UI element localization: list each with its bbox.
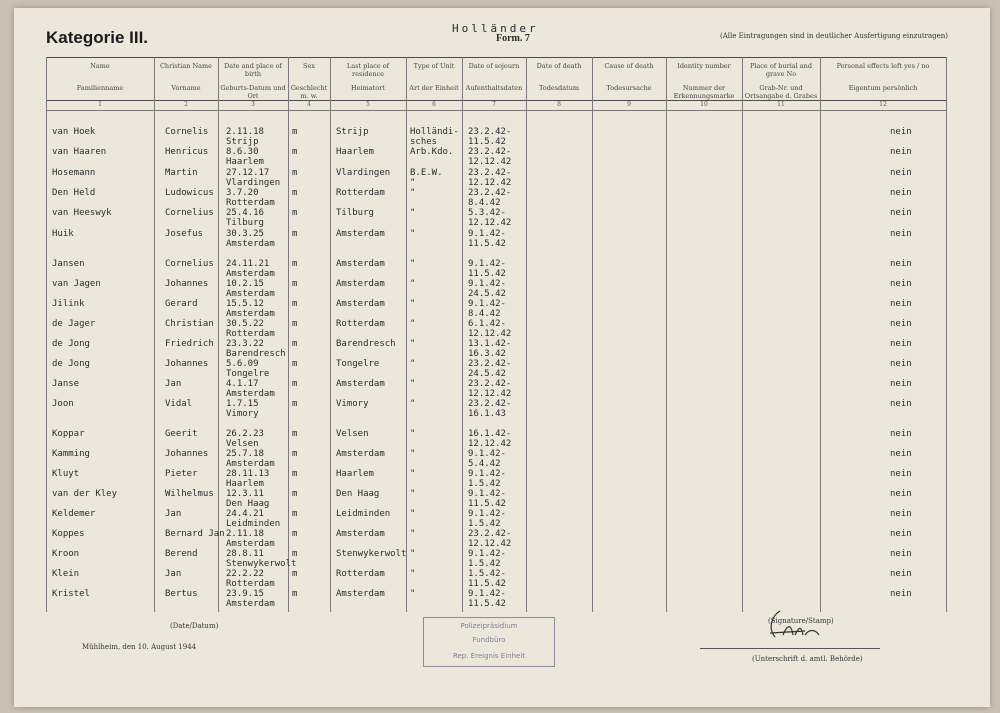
row-0-first-name: Cornelis [165,127,209,137]
row-14-sojourn-end: 12.12.42 [468,439,512,449]
column-rule-7 [526,57,527,612]
row-12-birth-place: Amsterdam [226,389,275,399]
row-5-residence: Amsterdam [336,229,385,239]
row-10-first-name: Friedrich [165,339,214,349]
row-12-sojourn-start: 23.2.42- [468,379,512,389]
signature-caption: (Unterschrift d. amtl. Behörde) [752,655,863,663]
row-17-sojourn-start: 9.1.42- [468,489,506,499]
row-20-unit: " [410,549,416,559]
row-5-sojourn-start: 9.1.42- [468,229,506,239]
row-18-birth-place: Leidminden [226,519,281,529]
column-number-6: 6 [432,101,436,108]
row-21-effects: nein [890,569,912,579]
column-header-en-2: Christian Name [159,62,213,70]
row-5-first-name: Josefus [165,229,203,239]
column-number-10: 10 [700,101,708,108]
row-8-surname: Jilink [52,299,85,309]
column-header-en-3: Date and place of birth [224,62,282,78]
row-9-birth-place: Rotterdam [226,329,275,339]
row-7-effects: nein [890,279,912,289]
row-4-first-name: Cornelius [165,208,214,218]
signature-rule [700,648,880,649]
row-4-surname: van Heeswyk [52,208,112,218]
column-header-de-11: Grab-Nr. und Ortsangabe d. Grabes [744,84,818,100]
row-14-birth-place: Velsen [226,439,259,449]
column-rule-10 [742,57,743,612]
row-6-sojourn-end: 11.5.42 [468,269,506,279]
row-22-effects: nein [890,589,912,599]
row-18-first-name: Jan [165,509,182,519]
column-number-2: 2 [184,101,188,108]
row-22-sojourn-end: 11.5.42 [468,599,506,609]
nationality-heading: Holländer [452,22,539,35]
row-10-effects: nein [890,339,912,349]
column-header-de-4: Geschlecht m. w. [290,84,328,100]
row-1-sex: m [292,147,298,157]
row-21-surname: Klein [52,569,80,579]
row-11-effects: nein [890,359,912,369]
row-3-effects: nein [890,188,912,198]
row-1-sojourn-end: 12.12.42 [468,157,512,167]
row-4-effects: nein [890,208,912,218]
row-5-sex: m [292,229,298,239]
row-1-birth-date: 8.6.30 [226,147,259,157]
row-21-birth-date: 22.2.22 [226,569,264,579]
row-13-sojourn-start: 23.2.42- [468,399,512,409]
row-21-birth-place: Rotterdam [226,579,275,589]
row-19-sojourn-end: 12.12.42 [468,539,512,549]
row-15-birth-place: Amsterdam [226,459,275,469]
column-number-12: 12 [879,101,887,108]
row-22-unit: " [410,589,416,599]
row-6-birth-date: 24.11.21 [226,259,270,269]
row-11-sojourn-start: 23.2.42- [468,359,512,369]
column-header-en-8: Date of death [536,62,582,70]
row-8-sex: m [292,299,298,309]
row-3-sex: m [292,188,298,198]
row-19-first-name: Bernard Jan [165,529,225,539]
row-20-sojourn-start: 9.1.42- [468,549,506,559]
row-8-first-name: Gerard [165,299,198,309]
row-7-surname: van Jagen [52,279,101,289]
row-1-unit: Arb.Kdo. [410,147,454,157]
row-16-sex: m [292,469,298,479]
row-10-birth-place: Barendresch [226,349,286,359]
row-20-birth-date: 28.8.11 [226,549,264,559]
row-0-sojourn-end: 11.5.42 [468,137,506,147]
row-8-residence: Amsterdam [336,299,385,309]
row-16-sojourn-end: 1.5.42 [468,479,501,489]
row-7-birth-place: Amsterdam [226,289,275,299]
column-header-de-5: Heimatort [351,84,385,92]
row-13-sojourn-end: 16.1.43 [468,409,506,419]
row-20-surname: Kroon [52,549,80,559]
row-17-residence: Den Haag [336,489,380,499]
row-9-sojourn-start: 6.1.42- [468,319,506,329]
column-rule-6 [462,57,463,612]
row-15-effects: nein [890,449,912,459]
row-6-surname: Jansen [52,259,85,269]
row-11-birth-place: Tongelre [226,369,270,379]
column-number-1: 1 [98,101,102,108]
column-number-8: 8 [557,101,561,108]
row-19-surname: Koppes [52,529,85,539]
row-0-unit-2: sches [410,137,438,147]
row-16-unit: " [410,469,416,479]
column-header-de-8: Todesdatum [538,84,580,92]
column-rule-1 [154,57,155,612]
row-15-residence: Amsterdam [336,449,385,459]
row-6-first-name: Cornelius [165,259,214,269]
row-21-unit: " [410,569,416,579]
column-number-7: 7 [492,101,496,108]
row-11-first-name: Johannes [165,359,209,369]
row-17-unit: " [410,489,416,499]
row-18-sojourn-end: 1.5.42 [468,519,501,529]
row-19-birth-date: 2.11.18 [226,529,264,539]
row-15-sex: m [292,449,298,459]
row-13-sex: m [292,399,298,409]
row-15-unit: " [410,449,416,459]
row-11-sex: m [292,359,298,369]
date-label: (Date/Datum) [170,622,219,630]
row-5-effects: nein [890,229,912,239]
row-12-unit: " [410,379,416,389]
row-7-residence: Amsterdam [336,279,385,289]
row-1-sojourn-start: 23.2.42- [468,147,512,157]
row-5-surname: Huik [52,229,74,239]
column-header-de-12: Eigentum persönlich [848,84,918,92]
row-18-sex: m [292,509,298,519]
row-13-residence: Vimory [336,399,369,409]
row-20-effects: nein [890,549,912,559]
row-17-first-name: Wilhelmus [165,489,214,499]
row-5-birth-place: Amsterdam [226,239,275,249]
row-4-unit: " [410,208,416,218]
column-header-en-9: Cause of death [604,62,654,70]
row-10-sojourn-end: 16.3.42 [468,349,506,359]
row-19-unit: " [410,529,416,539]
row-9-surname: de Jager [52,319,96,329]
column-rule-9 [666,57,667,612]
row-17-birth-place: Den Haag [226,499,270,509]
row-15-birth-date: 25.7.18 [226,449,264,459]
row-18-effects: nein [890,509,912,519]
row-2-birth-place: Vlardingen [226,178,281,188]
row-9-effects: nein [890,319,912,329]
row-20-sex: m [292,549,298,559]
row-20-residence: Stenwykerwolt [336,549,407,559]
row-20-first-name: Berend [165,549,198,559]
row-11-residence: Tongelre [336,359,380,369]
row-0-birth-date: 2.11.18 [226,127,264,137]
row-6-birth-place: Amsterdam [226,269,275,279]
row-0-surname: van Hoek [52,127,96,137]
column-header-en-7: Date of sojourn [468,62,520,70]
column-header-de-1: Familienname [76,84,124,92]
row-1-first-name: Henricus [165,147,209,157]
row-3-surname: Den Held [52,188,96,198]
row-18-residence: Leidminden [336,509,391,519]
row-16-first-name: Pieter [165,469,198,479]
row-7-first-name: Johannes [165,279,209,289]
row-4-residence: Tilburg [336,208,374,218]
row-9-birth-date: 30.5.22 [226,319,264,329]
row-16-residence: Haarlem [336,469,374,479]
row-17-surname: van der Kley [52,489,118,499]
row-13-surname: Joon [52,399,74,409]
row-22-birth-date: 23.9.15 [226,589,264,599]
row-6-sojourn-start: 9.1.42- [468,259,506,269]
row-8-unit: " [410,299,416,309]
row-17-birth-date: 12.3.11 [226,489,264,499]
row-13-birth-date: 1.7.15 [226,399,259,409]
row-14-sojourn-start: 16.1.42- [468,429,512,439]
row-10-surname: de Jong [52,339,90,349]
row-11-birth-date: 5.6.09 [226,359,259,369]
row-9-sex: m [292,319,298,329]
row-3-sojourn-start: 23.2.42- [468,188,512,198]
row-15-surname: Kamming [52,449,90,459]
column-number-5: 5 [366,101,370,108]
row-15-sojourn-end: 5.4.42 [468,459,501,469]
table-top-rule [46,57,946,58]
column-header-de-7: Aufenthaltsdaten [465,84,523,92]
row-13-first-name: Vidal [165,399,193,409]
row-21-sojourn-start: 1.5.42- [468,569,506,579]
row-6-residence: Amsterdam [336,259,385,269]
row-18-birth-date: 24.4.21 [226,509,264,519]
column-header-de-6: Art der Einheit [409,84,459,92]
row-0-effects: nein [890,127,912,137]
row-14-unit: " [410,429,416,439]
row-2-residence: Vlardingen [336,168,391,178]
signature-label: (Signature/Stamp) [768,617,834,625]
row-4-sojourn-start: 5.3.42- [468,208,506,218]
row-14-effects: nein [890,429,912,439]
row-7-sex: m [292,279,298,289]
column-header-de-3: Geburts-Datum und Ort [220,84,286,100]
column-header-en-10: Identity number [677,62,731,70]
row-19-effects: nein [890,529,912,539]
row-10-sex: m [292,339,298,349]
row-2-unit: B.E.W. [410,168,443,178]
row-11-surname: de Jong [52,359,90,369]
column-header-en-6: Type of Unit [413,62,455,70]
row-2-sex: m [292,168,298,178]
row-0-residence: Strijp [336,127,369,137]
row-15-sojourn-start: 9.1.42- [468,449,506,459]
row-20-birth-place: Stenwykerwolt [226,559,297,569]
numbers-bottom-rule [46,110,946,111]
column-header-de-9: Todesursache [606,84,652,92]
row-19-sojourn-start: 23.2.42- [468,529,512,539]
row-14-surname: Koppar [52,429,85,439]
row-16-effects: nein [890,469,912,479]
column-header-de-2: Vorname [171,84,201,92]
row-12-first-name: Jan [165,379,182,389]
row-8-sojourn-end: 8.4.42 [468,309,501,319]
row-5-sojourn-end: 11.5.42 [468,239,506,249]
instruction-note: (Alle Eintragungen sind in deutlicher Ausfertigung einzutragen) [720,32,949,40]
row-19-residence: Amsterdam [336,529,385,539]
row-10-sojourn-start: 13.1.42- [468,339,512,349]
row-2-unit-2: " [410,178,416,188]
row-10-residence: Barendresch [336,339,396,349]
row-10-birth-date: 23.3.22 [226,339,264,349]
row-16-birth-date: 28.11.13 [226,469,270,479]
row-8-sojourn-start: 9.1.42- [468,299,506,309]
column-number-3: 3 [251,101,255,108]
row-22-residence: Amsterdam [336,589,385,599]
row-21-first-name: Jan [165,569,182,579]
row-13-effects: nein [890,399,912,409]
row-9-unit: " [410,319,416,329]
row-12-effects: nein [890,379,912,389]
row-16-sojourn-start: 9.1.42- [468,469,506,479]
row-13-birth-place: Vimory [226,409,259,419]
row-11-unit: " [410,359,416,369]
row-2-effects: nein [890,168,912,178]
row-3-residence: Rotterdam [336,188,385,198]
column-rule-4 [330,57,331,612]
row-17-effects: nein [890,489,912,499]
row-12-sex: m [292,379,298,389]
row-3-birth-date: 3.7.20 [226,188,259,198]
row-1-birth-place: Haarlem [226,157,264,167]
office-stamp: Polizeipräsidium Fundbüro Rep. Ereignis Einheit [423,617,555,667]
category-title: Kategorie III. [46,28,149,47]
row-7-unit: " [410,279,416,289]
row-2-first-name: Martin [165,168,198,178]
row-21-sojourn-end: 11.5.42 [468,579,506,589]
row-9-first-name: Christian [165,319,214,329]
row-0-unit: Holländi- [410,127,459,137]
row-12-birth-date: 4.1.17 [226,379,259,389]
row-3-birth-place: Rotterdam [226,198,275,208]
row-19-sex: m [292,529,298,539]
column-rule-3 [288,57,289,612]
row-12-surname: Janse [52,379,80,389]
row-10-unit: " [410,339,416,349]
row-2-sojourn-start: 23.2.42- [468,168,512,178]
column-rule-8 [592,57,593,612]
column-header-en-11: Place of burial and grave No [749,62,813,78]
row-14-sex: m [292,429,298,439]
row-12-sojourn-end: 12.12.42 [468,389,512,399]
column-header-en-12: Personal effects left yes / no [836,62,930,70]
row-14-residence: Velsen [336,429,369,439]
row-6-unit: " [410,259,416,269]
row-12-residence: Amsterdam [336,379,385,389]
row-7-sojourn-end: 24.5.42 [468,289,506,299]
row-22-sojourn-start: 9.1.42- [468,589,506,599]
row-22-first-name: Bertus [165,589,198,599]
row-15-first-name: Johannes [165,449,209,459]
handwritten-signature [745,605,825,645]
row-8-birth-place: Amsterdam [226,309,275,319]
column-header-en-4: Sex [303,62,315,70]
row-4-birth-date: 25.4.16 [226,208,264,218]
row-22-sex: m [292,589,298,599]
row-0-sex: m [292,127,298,137]
row-17-sojourn-end: 11.5.42 [468,499,506,509]
row-4-birth-place: Tilburg [226,218,264,228]
row-7-sojourn-start: 9.1.42- [468,279,506,289]
row-4-sex: m [292,208,298,218]
row-3-unit: " [410,188,416,198]
row-9-residence: Rotterdam [336,319,385,329]
row-11-sojourn-end: 24.5.42 [468,369,506,379]
row-2-birth-date: 27.12.17 [226,168,270,178]
row-7-birth-date: 10.2.15 [226,279,264,289]
form-number: Form. 7 [496,33,530,44]
row-22-birth-place: Amsterdam [226,599,275,609]
row-20-sojourn-end: 1.5.42 [468,559,501,569]
row-0-sojourn-start: 23.2.42- [468,127,512,137]
row-3-sojourn-end: 8.4.42 [468,198,501,208]
row-21-residence: Rotterdam [336,569,385,579]
row-8-birth-date: 15.5.12 [226,299,264,309]
row-8-effects: nein [890,299,912,309]
row-18-unit: " [410,509,416,519]
row-5-birth-date: 30.3.25 [226,229,264,239]
row-16-birth-place: Haarlem [226,479,264,489]
row-4-sojourn-end: 12.12.42 [468,218,512,228]
place-date: Mühlheim, den 10. August 1944 [82,643,197,651]
column-number-9: 9 [627,101,631,108]
row-5-unit: " [410,229,416,239]
column-rule-0 [46,57,47,612]
row-18-surname: Keldemer [52,509,96,519]
column-number-4: 4 [307,101,311,108]
row-1-surname: van Haaren [52,147,107,157]
row-6-sex: m [292,259,298,269]
row-2-sojourn-end: 12.12.42 [468,178,512,188]
row-19-birth-place: Amsterdam [226,539,275,549]
row-1-residence: Haarlem [336,147,374,157]
row-21-sex: m [292,569,298,579]
column-rule-11 [820,57,821,612]
column-rule-5 [406,57,407,612]
row-9-sojourn-end: 12.12.42 [468,329,512,339]
row-22-surname: Kristel [52,589,90,599]
row-18-sojourn-start: 9.1.42- [468,509,506,519]
row-14-first-name: Geerit [165,429,198,439]
row-13-unit: " [410,399,416,409]
column-header-en-1: Name [90,62,110,70]
column-header-de-10: Nummer der Erkennungsmarke [673,84,735,100]
row-17-sex: m [292,489,298,499]
row-6-effects: nein [890,259,912,269]
row-3-first-name: Ludowicus [165,188,214,198]
row-1-effects: nein [890,147,912,157]
column-number-11: 11 [777,101,785,108]
row-14-birth-date: 26.2.23 [226,429,264,439]
column-rule-12 [946,57,947,612]
row-16-surname: Kluyt [52,469,80,479]
row-0-birth-place: Strijp [226,137,259,147]
column-header-en-5: Last place of residence [346,62,390,78]
row-2-surname: Hosemann [52,168,96,178]
